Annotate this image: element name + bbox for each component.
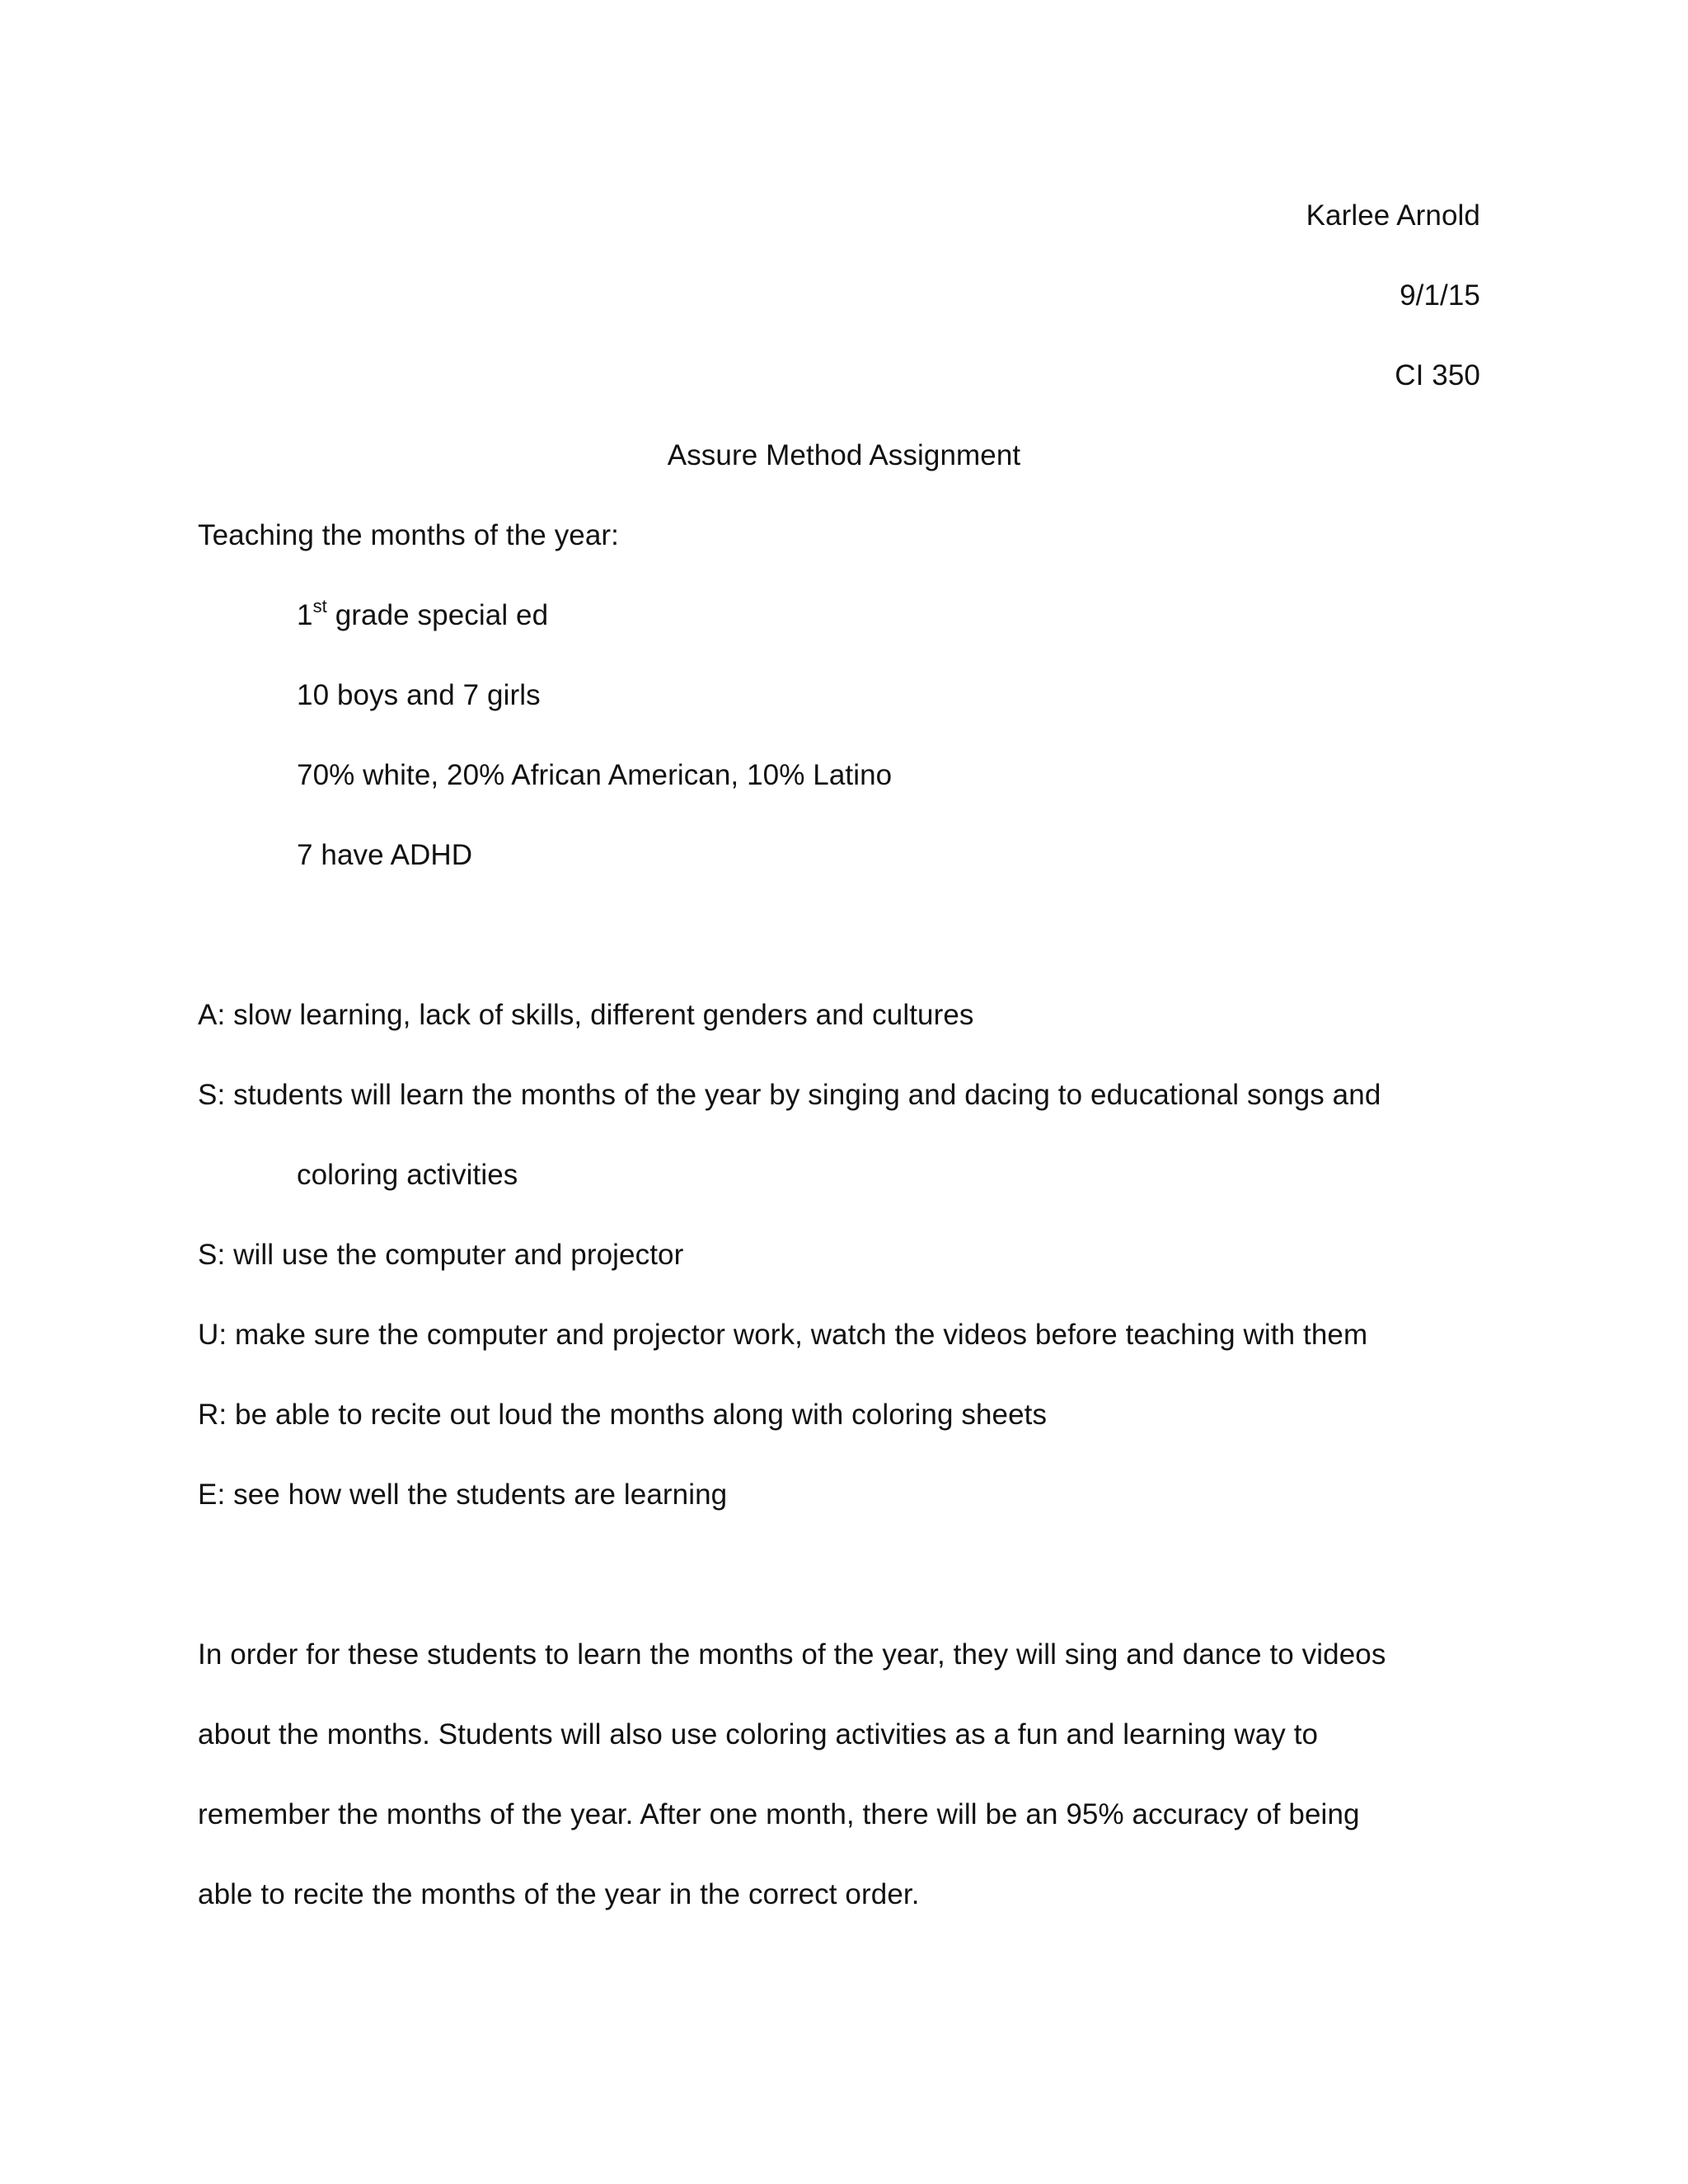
summary-line-2: about the months. Students will also use coloring activities as a fun and learning way to (198, 1718, 1319, 1750)
assure-require-participation: R: be able to recite out loud the months along with coloring sheets (198, 1399, 1048, 1431)
assure-utilize: U: make sure the computer and projector work, watch the videos before teaching with them (198, 1319, 1368, 1351)
topic-heading: Teaching the months of the year: (198, 519, 620, 551)
author-name: Karlee Arnold (1306, 199, 1480, 232)
assure-analyze: A: slow learning, lack of skills, different genders and cultures (198, 999, 974, 1031)
assure-select-media: S: will use the computer and projector (198, 1239, 684, 1271)
grade-suffix: st (312, 596, 327, 617)
grade-number: 1 (297, 599, 313, 631)
adhd-count: 7 have ADHD (297, 839, 473, 871)
assignment-date: 9/1/15 (1400, 279, 1480, 312)
course-code: CI 350 (1395, 359, 1480, 391)
summary-line-4: able to recite the months of the year in the correct order. (198, 1878, 920, 1910)
ethnicity-breakdown: 70% white, 20% African American, 10% Latino (297, 759, 893, 791)
grade-level (297, 598, 548, 634)
assure-state-objectives-line1: S: students will learn the months of the year by singing and dacing to educational songs and (198, 1079, 1381, 1111)
grade-text: grade special ed (326, 599, 549, 631)
assure-state-objectives-line2: coloring activities (297, 1159, 518, 1191)
summary-line-3: remember the months of the year. After one month, there will be an 95% accuracy of being (198, 1798, 1360, 1830)
gender-breakdown: 10 boys and 7 girls (297, 679, 541, 711)
assure-evaluate: E: see how well the students are learning (198, 1479, 728, 1511)
document-title: Assure Method Assignment (667, 439, 1021, 471)
summary-line-1: In order for these students to learn the months of the year, they will sing and dance to videos (198, 1638, 1386, 1671)
